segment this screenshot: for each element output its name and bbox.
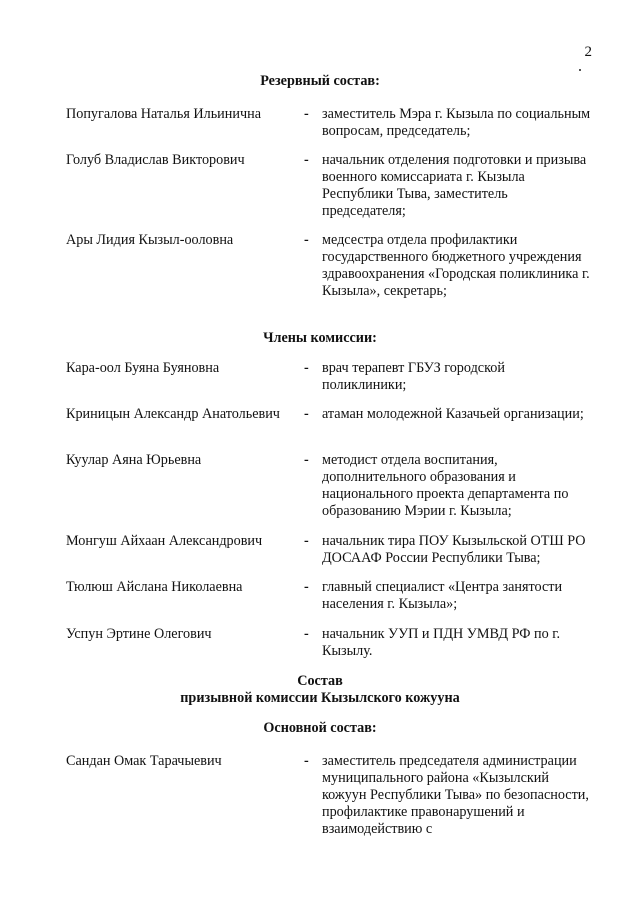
person-role: начальник отделения подготовки и призыва военного комиссариата г. Кызыла Республики Тыва, заместитель председателя; [322,152,587,219]
person-name: Тюлюш Айслана Николаевна [66,579,243,595]
person-name: Кара-оол Буяна Буяновна [66,360,220,376]
members-heading: Члены комиссии: [263,330,377,346]
dash: - [304,360,309,376]
scan-speck [579,69,581,71]
person-name: Сандан Омак Тарачыевич [66,753,222,769]
person-name: Голуб Владислав Викторович [66,152,245,168]
dash: - [304,753,309,769]
person-name: Ары Лидия Кызыл-ооловна [66,232,234,248]
person-name: Куулар Аяна Юрьевна [66,452,202,468]
person-name: Успун Эртине Олегович [66,626,212,642]
person-role: начальник тира ПОУ Кызыльской ОТШ РО ДОСААФ России Республики Тыва; [322,533,586,566]
dash: - [304,406,309,422]
dash: - [304,579,309,595]
dash: - [304,533,309,549]
commission-heading: призывной комиссии Кызылского кожууна [180,690,460,706]
dash: - [304,106,309,122]
person-role: методист отдела воспитания, дополнительного образования и национального проекта департамента по образованию Мэрии г. Кызыла; [322,452,569,519]
person-name: Монгуш Айхаан Александрович [66,533,263,549]
page-number: 2 [584,44,592,60]
person-role: главный специалист «Центра занятости населения г. Кызыла»; [322,579,563,612]
reserve-heading: Резервный состав: [260,73,380,89]
person-name: Криницын Александр Анатольевич [66,406,280,422]
dash: - [304,152,309,168]
dash: - [304,626,309,642]
person-role: заместитель Мэра г. Кызыла по социальным вопросам, председатель; [322,106,591,139]
person-role: начальник УУП и ПДН УМВД РФ по г. Кызылу. [322,626,560,659]
composition-heading: Состав [297,673,343,689]
person-name: Попугалова Наталья Ильинична [66,106,261,122]
dash: - [304,452,309,468]
person-role: атаман молодежной Казачьей организации; [322,406,584,422]
person-role: врач терапевт ГБУЗ городской поликлиники; [322,360,505,393]
main-heading: Основной состав: [263,720,377,736]
person-role: заместитель председателя администрации муниципального района «Кызылский кожуун Республики Тыва» по безопасности, профилактике правонарушений и взаимодействию с [322,753,589,837]
person-role: медсестра отдела профилактики государственного бюджетного учреждения здравоохранения «Городская поликлиника г. Кызыла», секретарь; [322,232,590,299]
dash: - [304,232,309,248]
